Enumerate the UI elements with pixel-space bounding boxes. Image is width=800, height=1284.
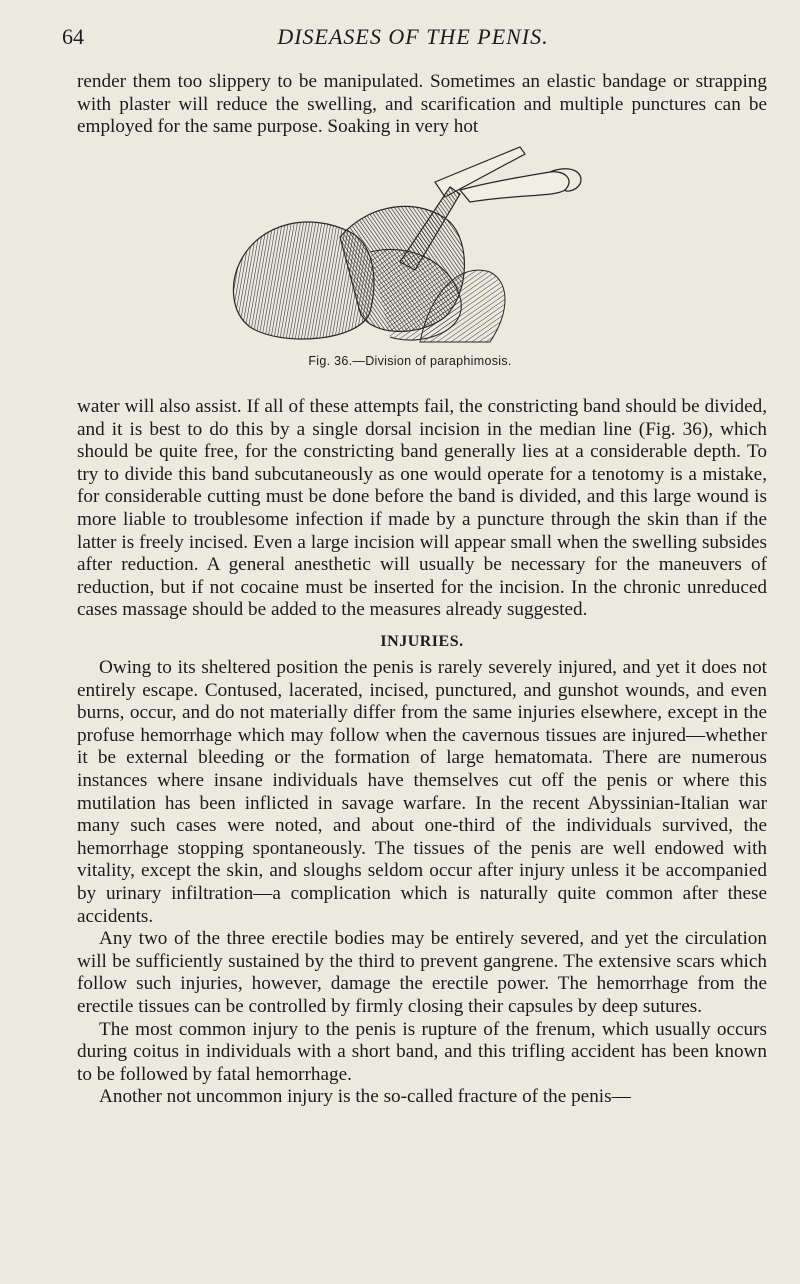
- text-block-middle: [77, 396, 767, 622]
- paraphimosis-illustration: [220, 142, 600, 352]
- text-block-bottom: [77, 657, 767, 1109]
- paragraph: Owing to its sheltered position the penis is rarely severely injured, and yet it does not entirely escape. Contused, lacerated, incised, punctured, and gunshot wounds, and even burns, occur, and do not materially differ from the same injuries elsewhere, except in the profuse hemorrhage which may follow when the cavernous tissues are injured—whether it be external bleeding or the formation of large hematomata. There are numerous instances where insane individuals have themselves cut off the penis or where this mutilation has been inflicted in savage warfare. In the recent Abyssinian-Italian war many such cases were noted, and about one-third of the individuals survived, the hemorrhage stopping spontaneously. The tissues of the penis are well endowed with vitality, except the skin, and sloughs seldom occur after injury unless it be accompanied by urinary infiltration—a complication which is naturally quite common after these accidents.: [77, 657, 767, 927]
- paragraph: water will also assist. If all of these attempts fail, the constricting band should be divided, and it is best to do this by a single dorsal incision in the median line (Fig. 36), which should be quite free, for the constricting band generally lies at a considerable depth. To try to divide this band subcutaneously as one would operate for a tenotomy is a mistake, for considerable cutting must be done before the band is divided, and this large wound is more liable to troublesome infection if made by a puncture through the skin than if the latter is freely incised. Even a large incision will appear small when the swelling subsides after reduction. A general anesthetic will usually be necessary for the maneuvers of reduction, but if not cocaine must be inserted for the incision. In the chronic unreduced cases massage should be added to the measures already suggested.: [77, 396, 767, 621]
- paragraph: Another not uncommon injury is the so-called fracture of the penis—: [99, 1086, 631, 1108]
- figure-caption: Fig. 36.—Division of paraphimosis.: [308, 354, 512, 368]
- page-number: 64: [62, 24, 84, 49]
- section-heading: INJURIES.: [380, 633, 464, 650]
- paragraph: Any two of the three erectile bodies may be entirely severed, and yet the circulation will be sufficiently sustained by the third to prevent gangrene. The extensive scars which follow such injuries, however, damage the erectile power. The hemorrhage from the erectile tissues can be controlled by firmly closing their capsules by deep sutures.: [77, 928, 767, 1017]
- figure-36: [220, 142, 600, 372]
- paragraph: The most common injury to the penis is rupture of the frenum, which usually occurs during coitus in individuals with a short band, and this trifling accident has been known to be followed by fatal hemorrhage.: [77, 1018, 767, 1085]
- running-title: DISEASES OF THE PENIS.: [277, 24, 549, 49]
- text-block-top: [77, 71, 767, 139]
- paragraph: render them too slippery to be manipulated. Sometimes an elastic bandage or strapping with plaster will reduce the swelling, and scarification and multiple punctures can be employed for the same purpose. Soaking in very hot: [77, 71, 767, 138]
- running-head: [62, 24, 764, 52]
